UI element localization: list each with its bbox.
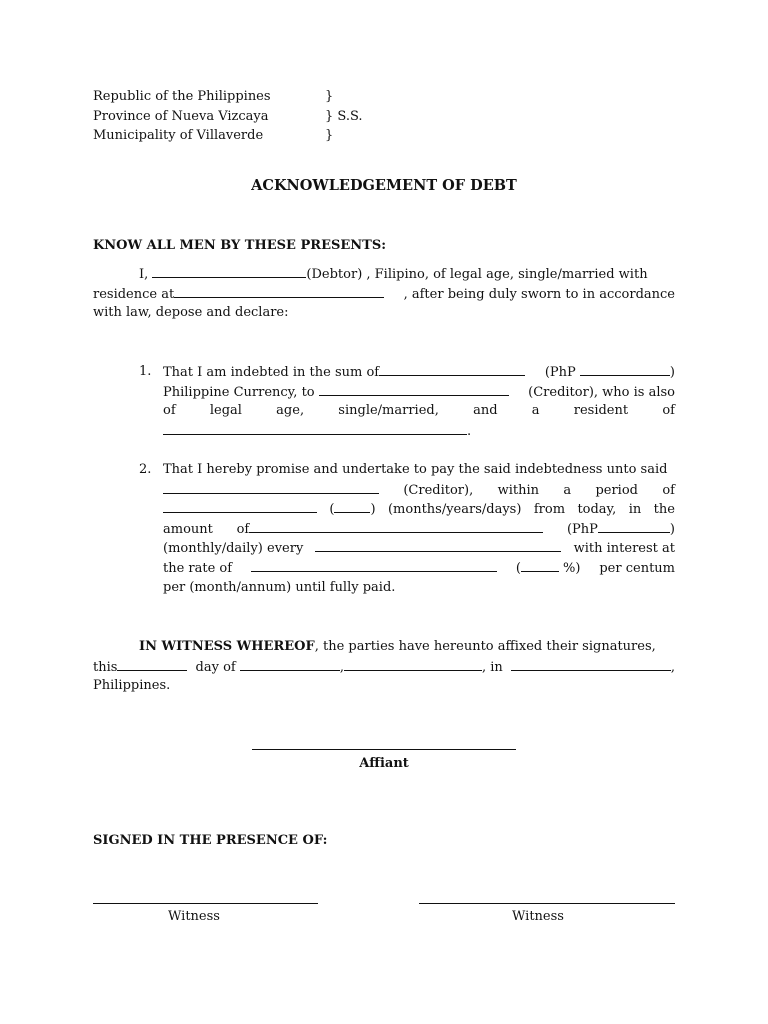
clause-2-line-1 <box>163 460 675 480</box>
clause-1-line-1 <box>163 362 675 382</box>
amount-words-blank[interactable] <box>249 519 543 533</box>
witness-line-2 <box>93 657 675 677</box>
indebted-text: That I am indebted in the sum of <box>163 365 380 380</box>
word: a <box>563 482 572 498</box>
debtor-name-blank[interactable] <box>152 264 306 278</box>
clause-1-line-3 <box>163 401 675 421</box>
month-blank[interactable] <box>240 657 340 671</box>
witness-right-label: Witness <box>512 909 564 924</box>
witness-paragraph <box>93 637 675 696</box>
philippines-text: Philippines. <box>93 678 171 694</box>
intro-debtor-text: (Debtor) , Filipino, of legal age, single/married with <box>306 267 648 282</box>
place-blank[interactable] <box>511 657 671 671</box>
period: . <box>467 423 472 439</box>
php-label: (PhP <box>544 365 576 380</box>
clause-1-line-1-start <box>163 362 525 383</box>
venue-province: Province of Nueva Vizcaya <box>93 108 269 124</box>
php-label: (PhP <box>566 521 598 537</box>
word: period <box>595 482 638 498</box>
creditor-blank[interactable] <box>163 480 379 494</box>
close-paren: ) <box>669 365 675 380</box>
document-title: ACKNOWLEDGEMENT OF DEBT <box>251 177 517 194</box>
intro-depose-text: with law, depose and declare: <box>93 305 289 321</box>
day-blank[interactable] <box>117 657 187 671</box>
venue-municipality: Municipality of Villaverde <box>93 128 264 144</box>
until-paid-text: per (month/annum) until fully paid. <box>163 579 396 595</box>
venue-row-republic <box>93 87 363 107</box>
day-of <box>196 657 503 678</box>
clause-2-body <box>163 460 675 597</box>
period-words-blank[interactable] <box>163 499 317 513</box>
signed-presence-heading: SIGNED IN THE PRESENCE OF: <box>93 833 328 848</box>
intro-line-2 <box>93 284 675 304</box>
venue-row-municipality <box>93 126 363 146</box>
open-paren: ( <box>329 502 335 518</box>
close-paren: ) <box>370 502 376 518</box>
venue-brace: } <box>325 89 334 104</box>
clause-2-line-5 <box>163 538 675 558</box>
clause-1-body <box>163 362 675 440</box>
year-blank[interactable] <box>344 657 482 671</box>
witness-left-signature-line[interactable] <box>93 903 318 904</box>
creditor-name-blank[interactable] <box>319 382 509 396</box>
amount-of <box>237 519 544 540</box>
clause-2-line-6 <box>163 558 675 578</box>
affiant-label: Affiant <box>359 756 409 771</box>
per-centum-text: per centum <box>599 560 675 576</box>
word: amount <box>163 521 213 537</box>
venue-ss: } S.S. <box>325 108 363 124</box>
word: of <box>662 482 675 498</box>
word: single/married, <box>338 403 439 419</box>
rate-text: the rate of <box>163 560 233 576</box>
residence-blank[interactable] <box>174 284 384 298</box>
rate-percent <box>516 558 581 579</box>
this-day <box>93 657 187 678</box>
know-all-men-heading: KNOW ALL MEN BY THESE PRESENTS: <box>93 238 387 253</box>
rate-percent-blank[interactable] <box>521 558 559 572</box>
venue-block <box>93 87 363 146</box>
intro-line-1 <box>93 264 675 284</box>
interest-text: with interest at <box>573 541 675 557</box>
day-of-text: day of <box>195 659 236 675</box>
clause-2-line-3 <box>163 499 675 519</box>
clause-2-line-7 <box>163 578 675 598</box>
intro-sworn-text: , after being duly sworn to in accordance <box>403 286 675 302</box>
word: from <box>533 502 566 518</box>
clause-1-line-2-start <box>163 382 509 403</box>
promise-text: That I hereby promise and undertake to pay the said indebtedness unto said <box>163 462 668 477</box>
clause-1-line-4 <box>163 421 675 441</box>
clause-1-line-2 <box>163 382 675 402</box>
word: resident <box>573 403 629 419</box>
word: in <box>628 502 642 518</box>
in-text: , in <box>481 659 503 675</box>
clause-1-line-1-end <box>545 362 675 383</box>
intro-paragraph <box>93 264 675 323</box>
word: today, <box>577 502 617 518</box>
comma: , <box>670 659 675 675</box>
witness-right-signature-line[interactable] <box>419 903 675 904</box>
clause-2-line-2 <box>163 480 675 500</box>
in-witness-whereof: IN WITNESS WHEREOF <box>139 639 315 654</box>
intro-line-3 <box>93 303 675 323</box>
open-paren: ( <box>515 560 521 576</box>
intro-i: I, <box>139 267 149 282</box>
rate-words-blank[interactable] <box>251 558 497 572</box>
every-text: (monthly/daily) every <box>163 541 304 557</box>
word: the <box>653 502 675 518</box>
amount-php-blank[interactable] <box>598 519 670 533</box>
currency-to-text: Philippine Currency, to <box>163 384 315 400</box>
witness-rest: , the parties have hereunto affixed their signatures, <box>314 639 656 654</box>
amount-php <box>567 519 675 540</box>
close-paren: ) <box>669 521 675 537</box>
word: legal <box>209 403 242 419</box>
creditor-residence-blank[interactable] <box>163 421 467 435</box>
word: (months/years/days) <box>387 502 522 518</box>
intro-residence-text: residence at <box>93 286 175 302</box>
intro-line-1-start <box>93 264 648 285</box>
word: and <box>473 403 498 419</box>
word: of <box>163 403 176 419</box>
this-text: this <box>93 659 118 675</box>
affiant-signature-line[interactable] <box>252 749 516 750</box>
venue-republic: Republic of the Philippines <box>93 89 271 104</box>
witness-line-1-text <box>93 637 656 657</box>
witness-line-1 <box>93 637 675 657</box>
period-number-blank[interactable] <box>334 499 370 513</box>
period-number <box>329 499 375 520</box>
every-blank[interactable] <box>315 538 561 552</box>
word: of <box>236 521 250 537</box>
sum-php-blank[interactable] <box>580 362 670 376</box>
sum-words-blank[interactable] <box>379 362 525 376</box>
word: (Creditor), <box>403 482 474 498</box>
word: age, <box>276 403 305 419</box>
word: a <box>531 403 540 419</box>
comma: , <box>339 659 344 675</box>
venue-row-province <box>93 107 363 127</box>
place <box>511 657 675 678</box>
clause-2-line-4 <box>163 519 675 539</box>
creditor-also-text: (Creditor), who is also <box>528 384 675 400</box>
witness-left-label: Witness <box>168 909 220 924</box>
word: within <box>497 482 539 498</box>
venue-brace: } <box>325 128 334 144</box>
clause-1-number: 1. <box>139 364 152 379</box>
witness-line-3 <box>93 676 675 696</box>
intro-line-2-start <box>93 284 384 305</box>
percent-text: %) <box>563 560 581 576</box>
clause-2-number: 2. <box>139 462 152 477</box>
word: of <box>662 403 675 419</box>
